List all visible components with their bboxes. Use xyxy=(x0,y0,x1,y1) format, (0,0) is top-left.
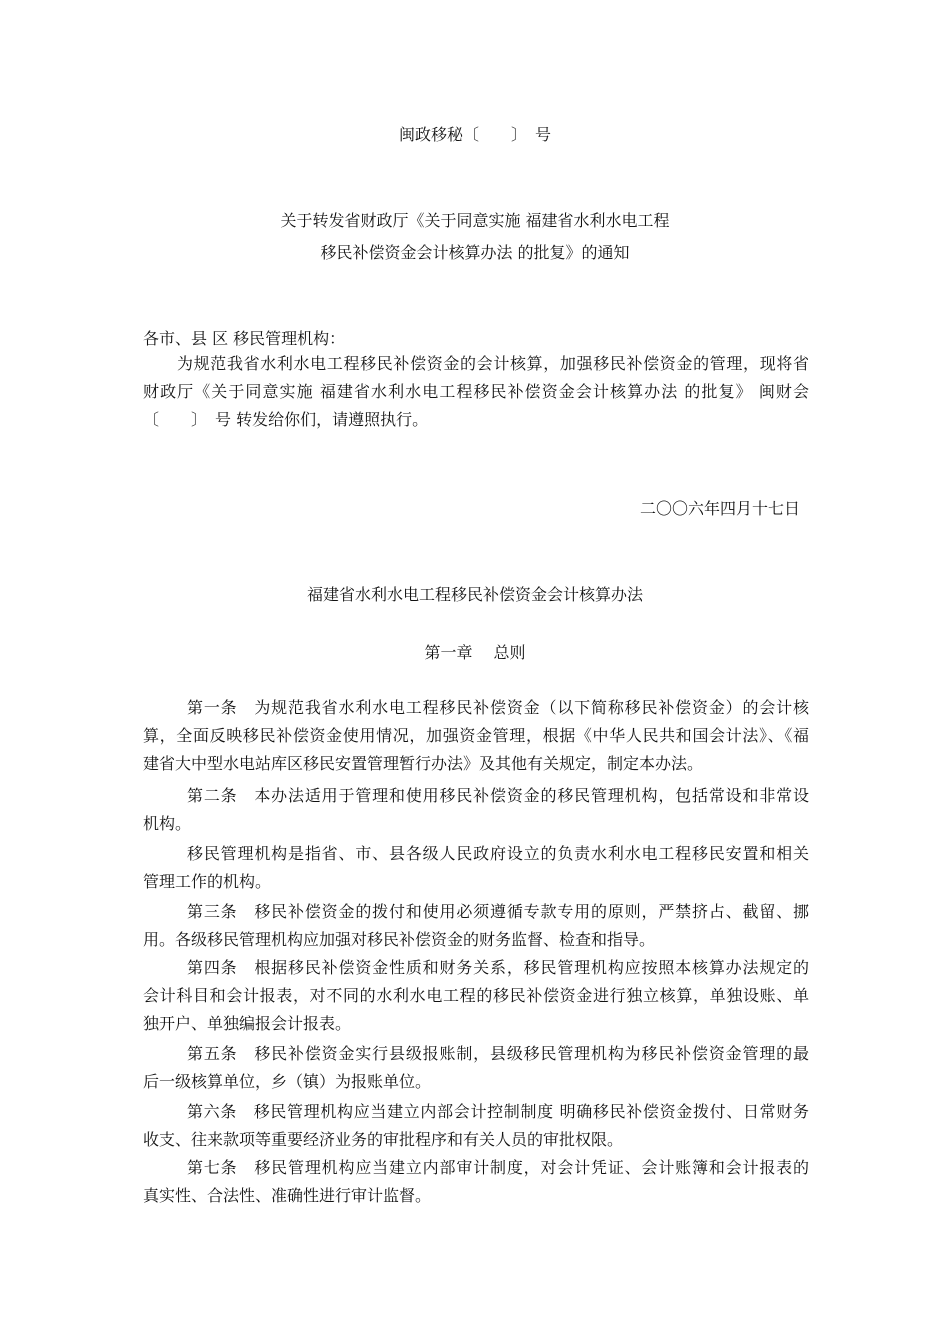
article-line: 收支、往来款项等重要经济业务的审批程序和有关人员的审批权限。 xyxy=(143,1130,624,1149)
notice-title-line-1: 关于转发省财政厅《关于同意实施 福建省水利水电工程 xyxy=(280,211,670,230)
article-line: 管理工作的机构。 xyxy=(143,872,272,891)
notice-body-line: 财政厅《关于同意实施 福建省水利水电工程移民补偿资金会计核算办法 的批复》 闽财会 xyxy=(143,382,809,401)
article-line: 机构。 xyxy=(143,814,192,833)
article-line: 用。各级移民管理机构应加强对移民补偿资金的财务监督、检查和指导。 xyxy=(143,930,656,949)
article-line: 建省大中型水电站库区移民安置管理暂行办法》及其他有关规定，制定本办法。 xyxy=(143,754,704,773)
attachment-title: 福建省水利水电工程移民补偿资金会计核算办法 xyxy=(306,585,643,604)
article-line: 移民管理机构是指省、市、县各级人民政府设立的负责水利水电工程移民安置和相关 xyxy=(187,844,809,863)
article-line: 第一条 为规范我省水利水电工程移民补偿资金（以下简称移民补偿资金）的会计核 xyxy=(187,698,809,717)
notice-body-line: 〔 〕 号 转发给你们，请遵照执行。 xyxy=(143,410,429,429)
article-line: 第四条 根据移民补偿资金性质和财务关系，移民管理机构应按照本核算办法规定的 xyxy=(187,958,809,977)
chapter-title: 第一章 总则 xyxy=(424,643,526,662)
notice-title-line-2: 移民补偿资金会计核算办法 的批复》的通知 xyxy=(320,243,630,262)
article-line: 第三条 移民补偿资金的拨付和使用必须遵循专款专用的原则，严禁挤占、截留、挪 xyxy=(187,902,809,921)
article-line: 真实性、合法性、准确性进行审计监督。 xyxy=(143,1186,432,1205)
article-line: 第二条 本办法适用于管理和使用移民补偿资金的移民管理机构，包括常设和非常设 xyxy=(187,786,809,805)
article-line: 第七条 移民管理机构应当建立内部审计制度，对会计凭证、会计账簿和会计报表的 xyxy=(187,1158,809,1177)
article-line: 第六条 移民管理机构应当建立内部会计控制制度 明确移民补偿资金拨付、日常财务 xyxy=(187,1102,809,1121)
salutation: 各市、县 区 移民管理机构： xyxy=(143,329,346,348)
article-line: 算，全面反映移民补偿资金使用情况，加强资金管理，根据《中华人民共和国会计法》、《福 xyxy=(143,726,809,745)
article-line: 独开户、单独编报会计报表。 xyxy=(143,1014,352,1033)
article-line: 第五条 移民补偿资金实行县级报账制，县级移民管理机构为移民补偿资金管理的最 xyxy=(187,1044,809,1063)
notice-body-line: 为规范我省水利水电工程移民补偿资金的会计核算，加强移民补偿资金的管理，现将省 xyxy=(177,354,809,373)
issue-date: 二〇〇六年四月十七日 xyxy=(640,499,801,518)
document-number: 闽政移秘〔 〕 号 xyxy=(398,125,551,144)
article-line: 会计科目和会计报表，对不同的水利水电工程的移民补偿资金进行独立核算，单独设账、单 xyxy=(143,986,809,1005)
article-line: 后一级核算单位，乡（镇）为报账单位。 xyxy=(143,1072,432,1091)
